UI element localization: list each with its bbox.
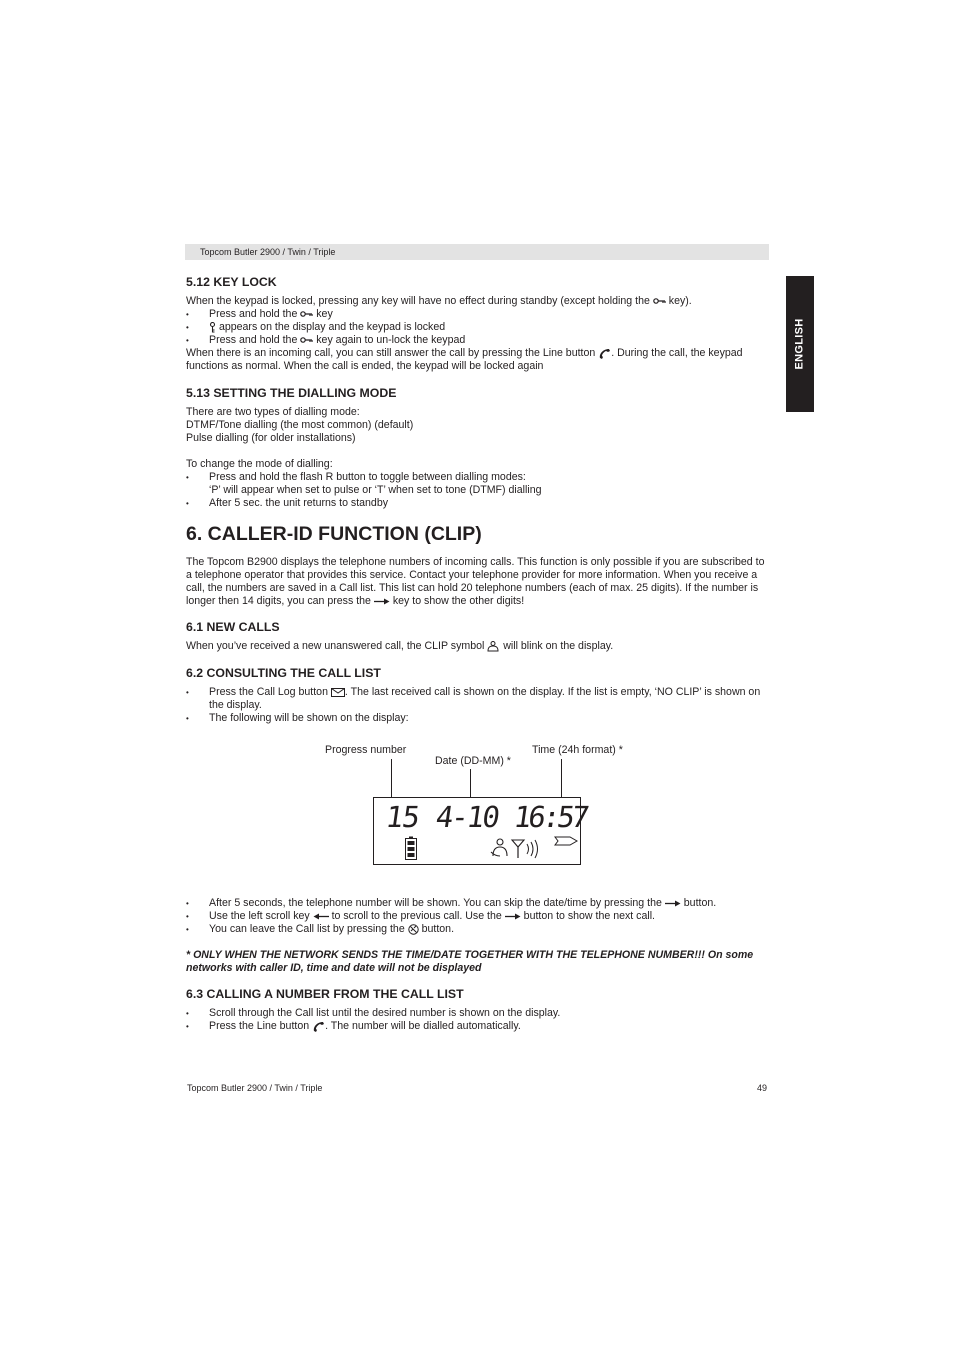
dialling-pulse: Pulse dialling (for older installations) xyxy=(186,432,356,444)
heading-6-1: 6.1 NEW CALLS xyxy=(186,620,280,634)
page-number: 49 xyxy=(757,1083,768,1093)
network-note: * ONLY WHEN THE NETWORK SENDS THE TIME/DATE TOGETHER WITH THE TELEPHONE NUMBER!!! On some networks with caller ID, time and date will not be displayed xyxy=(186,949,754,974)
lcd-time: 16:57 xyxy=(511,800,589,834)
leader-line-progress xyxy=(391,759,392,797)
dialling-dtmf: DTMF/Tone dialling (the most common) (default) xyxy=(186,419,414,431)
key-icon xyxy=(300,310,313,318)
exit-button-icon xyxy=(408,924,419,935)
page-content xyxy=(186,275,770,1033)
call-log-icon xyxy=(331,688,345,697)
dialling-types: There are two types of dialling mode: xyxy=(186,406,360,418)
list-item: • Press the Line button . The number will be dialled automatically. xyxy=(186,1020,770,1033)
line-button-icon xyxy=(598,348,611,359)
new-calls-text: When you’ve received a new unanswered call, the CLIP symbol will blink on the display. xyxy=(186,640,614,652)
lcd-progress-number: 15 xyxy=(383,800,422,834)
heading-6-3: 6.3 CALLING A NUMBER FROM THE CALL LIST xyxy=(186,987,464,1001)
right-arrow-icon xyxy=(505,913,521,920)
key-lock-icon xyxy=(209,322,216,333)
footer-title: Topcom Butler 2900 / Twin / Triple xyxy=(187,1083,323,1093)
chapter-title: 6. CALLER-ID FUNCTION (CLIP) xyxy=(186,523,482,545)
label-time: Time (24h format) * xyxy=(532,744,623,756)
list-item: • After 5 seconds, the telephone number will be shown. You can skip the date/time by pressing the button. xyxy=(186,897,770,910)
list-item: • Use the left scroll key to scroll to the previous call. Use the button to show the next call. xyxy=(186,910,770,923)
list-item: • The following will be shown on the display: xyxy=(186,712,770,725)
list-item: • Press and hold the key again to un-lock the keypad xyxy=(186,334,770,347)
heading-6-2: 6.2 CONSULTING THE CALL LIST xyxy=(186,666,381,680)
heading-5-13: 5.13 SETTING THE DIALLING MODE xyxy=(186,386,397,400)
clip-symbol-icon xyxy=(487,641,500,652)
list-item: • Press and hold the flash R button to toggle between dialling modes: xyxy=(186,471,770,484)
list-item: • Scroll through the Call list until the desired number is shown on the display. xyxy=(186,1007,770,1020)
line-button-icon xyxy=(312,1021,325,1032)
list-item: • appears on the display and the keypad is locked xyxy=(186,321,770,334)
next-arrow-icon xyxy=(554,836,578,846)
caller-id-intro: The Topcom B2900 displays the telephone numbers of incoming calls. This function is only possible if you are subscribed to a telephone operator that provides this service. Contact your telephone provider for more information. When you receive a call, the numbers are saved in a Call list. This list can hold 20 telephone numbers (each of max. 25 digits). If the number is longer then 14 digits, you can press the key to show the other digits! xyxy=(186,556,765,607)
running-header xyxy=(185,244,769,260)
heading-5-12: 5.12 KEY LOCK xyxy=(186,275,277,289)
lcd-display xyxy=(373,797,589,865)
label-progress-number: Progress number xyxy=(325,744,407,756)
list-item-continuation: ‘P’ will appear when set to pulse or ‘T’ when set to tone (DTMF) dialling xyxy=(209,484,542,496)
key-lock-intro: When the keypad is locked, pressing any key will have no effect during standby (except holding the key). xyxy=(186,295,692,307)
lcd-date: 4-10 xyxy=(433,800,501,834)
key-icon xyxy=(300,336,313,344)
list-item: • You can leave the Call list by pressing the button. xyxy=(186,923,770,936)
language-tab xyxy=(786,276,814,412)
list-item: • Press and hold the key xyxy=(186,308,770,321)
label-date: Date (DD-MM) * xyxy=(435,755,511,767)
right-arrow-icon xyxy=(374,598,390,605)
left-arrow-icon xyxy=(313,913,329,920)
battery-icon xyxy=(405,836,417,860)
key-lock-incoming-call: When there is an incoming call, you can still answer the call by pressing the Line button . During the call, the keypad functions as normal. When the call is ended, the keypad will be locked again xyxy=(186,347,743,372)
key-icon xyxy=(653,297,666,305)
list-item: • After 5 sec. the unit returns to standby xyxy=(186,497,770,510)
antenna-signal-icon xyxy=(510,839,542,859)
leader-line-time xyxy=(561,759,562,797)
running-header-title: Topcom Butler 2900 / Twin / Triple xyxy=(200,247,336,257)
clip-symbol-icon xyxy=(490,838,510,858)
right-arrow-icon xyxy=(665,900,681,907)
display-diagram xyxy=(186,725,770,895)
leader-line-date xyxy=(470,769,471,797)
language-tab-label: ENGLISH xyxy=(793,318,806,370)
dialling-change-intro: To change the mode of dialling: xyxy=(186,458,333,470)
list-item: • Press the Call Log button . The last received call is shown on the display. If the list is empty, ‘NO CLIP’ is shown on the display. xyxy=(186,686,770,712)
